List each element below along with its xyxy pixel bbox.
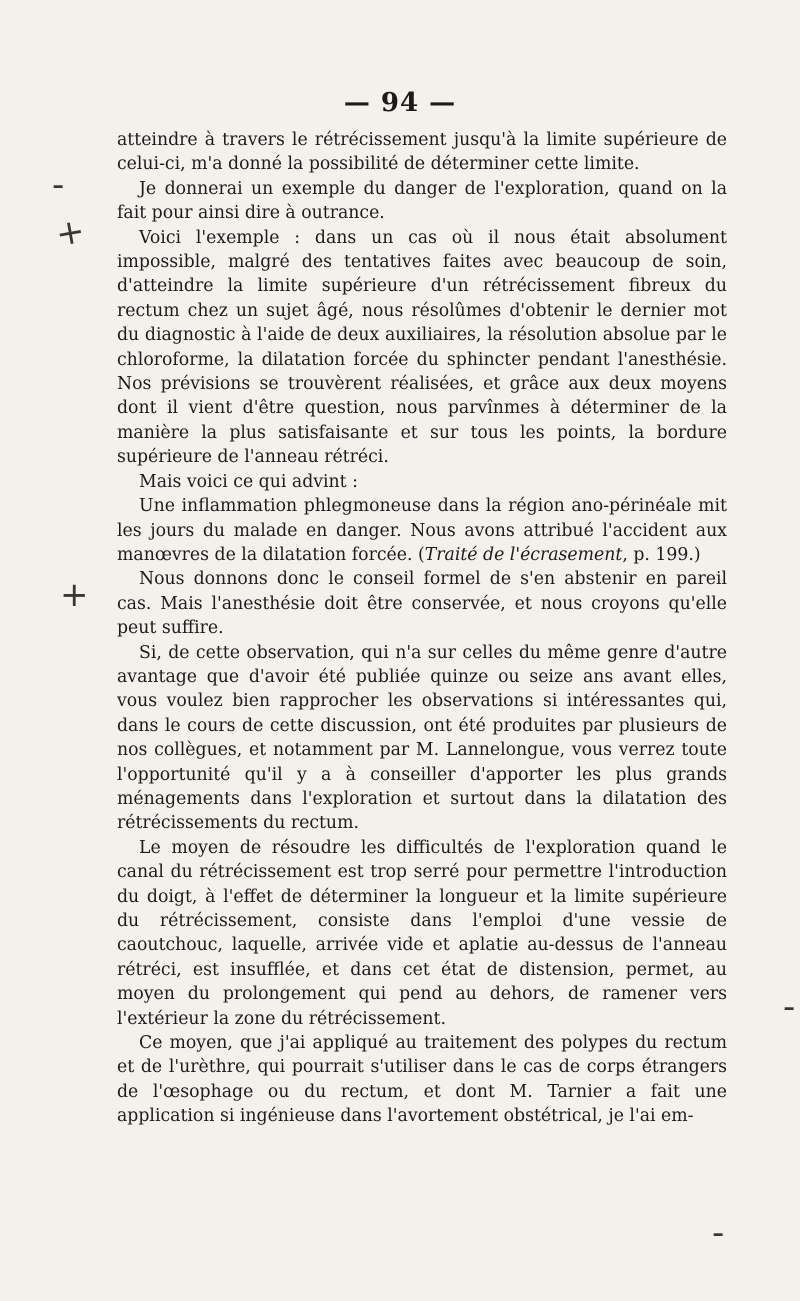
cross-mark-icon: +	[60, 575, 89, 615]
dash-mark-icon: -	[783, 987, 796, 1027]
body-text	[117, 128, 727, 1129]
paragraph-3: Voici l'exemple : dans un cas où il nous était absolument impossible, malgré des tentatives faites avec beaucoup de soin, d'atteindre la limite supérieure d'un rétrécissement fibreux du rectum chez un sujet âgé, nous résolûmes d'obtenir le dernier mot du diagnostic à l'aide de deux auxiliaires, la résolution absolue par le chloroforme, la dilatation forcée du sphincter pendant l'anesthésie. Nos prévisions se trouvèrent réalisées, et grâce aux deux moyens dont il vient d'être question, nous parvînmes à déterminer de la manière la plus satisfaisante et sur tous les points, la bordure supérieure de l'anneau rétréci.	[117, 227, 727, 468]
page-number: — 94 —	[343, 88, 457, 118]
paragraph-2: Je donnerai un exemple du danger de l'exploration, quand on la fait pour ainsi dire à outrance.	[117, 178, 727, 224]
dash-mark-icon: -	[712, 1213, 725, 1253]
cross-mark-icon: +	[52, 210, 88, 256]
paragraph-8: Le moyen de résoudre les difficultés de l'exploration quand le canal du rétrécissement est trop serré pour permettre l'introduction du doigt, à l'effet de déterminer la longueur et la limite supérieure du rétrécissement, consiste dans l'emploi d'une vessie de caoutchouc, laquelle, arrivée vide et aplatie au-dessus de l'anneau rétréci, est insufflée, et dans cet état de distension, permet, au moyen du prolongement qui pend au dehors, de ramener vers l'extérieur la zone du rétrécissement.	[117, 837, 727, 1029]
paragraph-7: Si, de cette observation, qui n'a sur celles du même genre d'autre avantage que d'avoir été publiée quinze ou seize ans avant elles, vous voulez bien rapprocher les observations si intéressantes qui, dans le cours de cette discussion, ont été produites par plusieurs de nos collègues, et notamment par M. Lannelongue, vous verrez toute l'opportunité qu'il y a à conseiller d'apporter les plus grands ménagements dans l'exploration et surtout dans la dilatation des rétrécissements du rectum.	[117, 642, 727, 834]
paragraph-5	[117, 494, 727, 567]
paragraph-9: Ce moyen, que j'ai appliqué au traitement des polypes du rectum et de l'urèthre, qui pourrait s'utiliser dans le cas de corps étrangers de l'œsophage ou du rectum, et dont M. Tarnier a fait une application si ingénieuse dans l'avortement obstétrical, je l'ai em-	[117, 1033, 727, 1127]
citation-title: Traité de l'écrasement	[424, 544, 623, 565]
paragraph-1: atteindre à travers le rétrécissement jusqu'à la limite supérieure de celui-ci, m'a donné la possibilité de déterminer cette limite.	[117, 130, 727, 175]
paragraph-4: Mais voici ce qui advint :	[139, 471, 358, 492]
dash-mark-icon: -	[52, 165, 65, 205]
citation-page: , p. 199.)	[622, 544, 701, 565]
citation-open: (	[417, 544, 425, 565]
paragraph-6: Nous donnons donc le conseil formel de s'en abstenir en pareil cas. Mais l'anesthésie doit être conservée, et nous croyons qu'elle peut suffire.	[117, 569, 727, 639]
paragraph-5-text: Une inflammation phlegmoneuse dans la région ano-périnéale mit les jours du malade en danger. Nous avons attribué l'accident aux manœvres de la dilatation forcée.	[117, 496, 727, 565]
